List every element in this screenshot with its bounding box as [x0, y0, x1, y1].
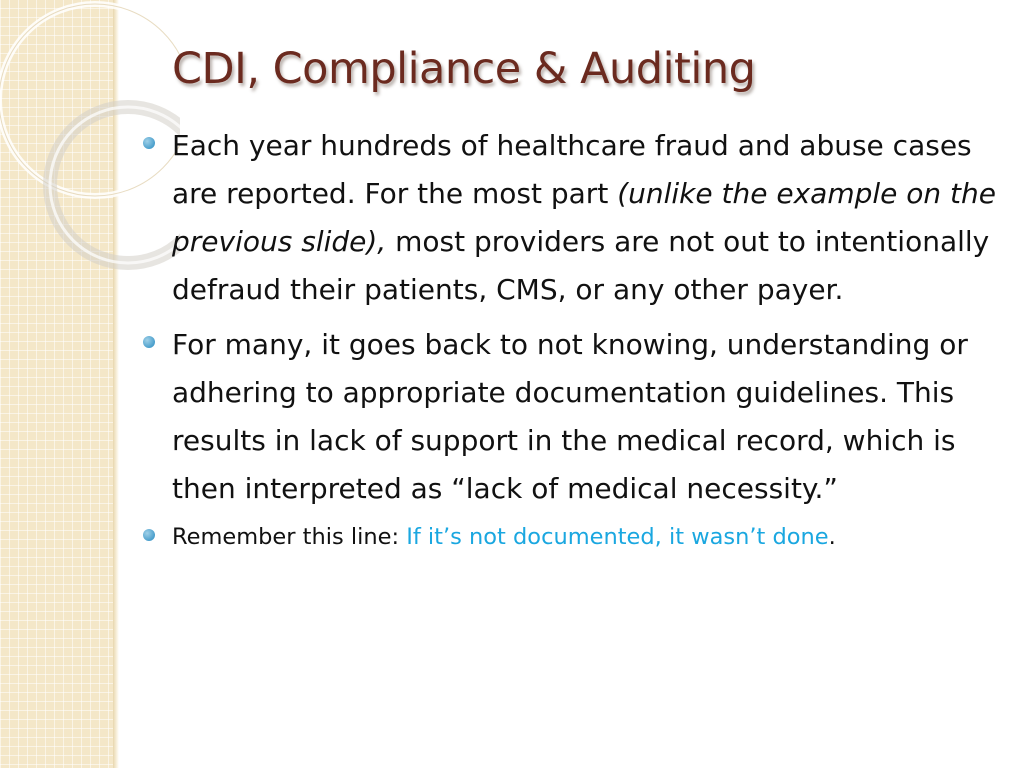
bullet-item-documentation [140, 321, 1018, 513]
bullet-text-tail: . [828, 524, 836, 550]
bullet-text [172, 129, 996, 306]
bullet-list [140, 122, 1018, 554]
bullet-icon [143, 137, 155, 149]
bullet-item-remember-line [140, 520, 1018, 554]
bullet-text: For many, it goes back to not knowing, understanding or adhering to appropriate documentation guidelines. This results in lack of support in the medical record, which is then interpreted as “lack of medical necessity.” [172, 328, 968, 505]
highlighted-quote: If it’s not documented, it wasn’t done [406, 524, 829, 550]
bullet-icon [143, 529, 155, 541]
bullet-text-lead: Remember this line: [172, 524, 407, 550]
bullet-icon [143, 336, 155, 348]
bullet-text-plain: Each year hundreds of healthcare fraud and abuse cases are reported. For the most part [172, 129, 972, 210]
bullet-text-italic: (unlike the example on the previous slide), [172, 177, 997, 258]
bullet-text-plain-end: most providers are not out to intentionally defraud their patients, CMS, or any other payer. [172, 225, 990, 306]
bullet-item-fraud-cases [140, 122, 1018, 314]
bullet-text [172, 524, 836, 550]
slide-title: CDI, Compliance & Auditing [172, 44, 756, 94]
